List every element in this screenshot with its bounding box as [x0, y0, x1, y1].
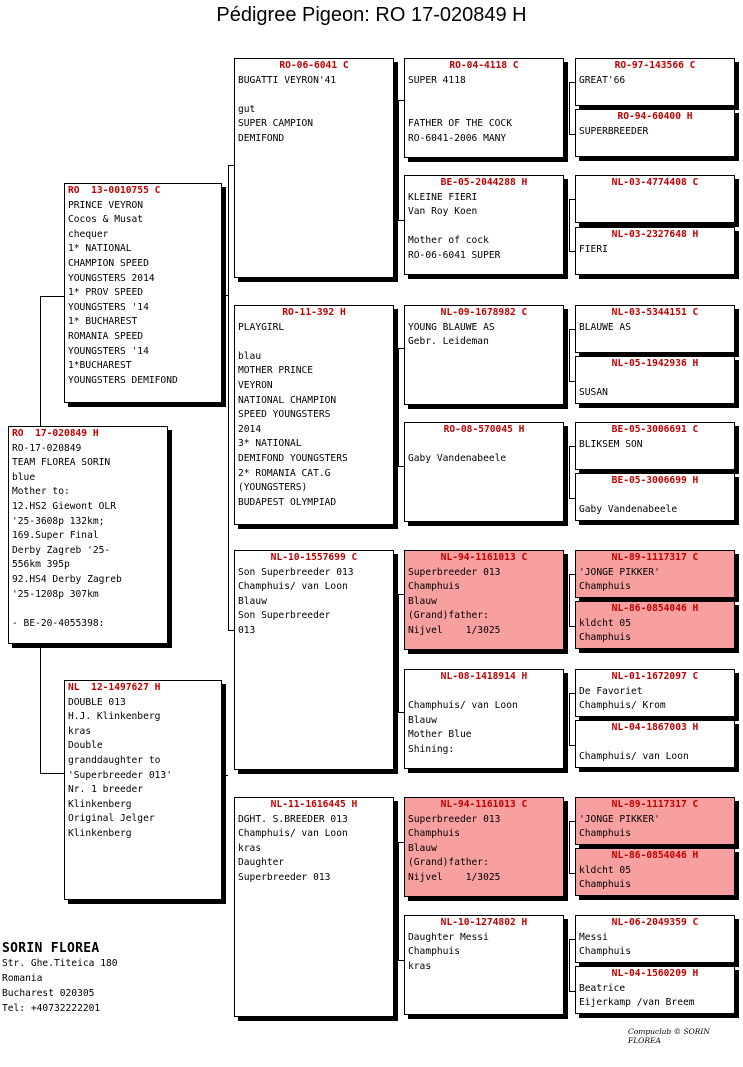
pigeon-info-line: Champhuis/ Krom — [579, 700, 666, 712]
connector-line — [569, 446, 575, 447]
pigeon-info-line: 92.HS4 Derby Zagreb — [12, 573, 122, 585]
pigeon-info-line: '25-3608p 132km; — [12, 515, 105, 527]
connector-line — [398, 842, 399, 960]
pigeon-info-line: Cocos & Musat — [68, 214, 144, 226]
pigeon-info-line: SUPER 4118 — [408, 74, 466, 86]
pigeon-info-line: 'JONGE PIKKER' — [579, 566, 660, 578]
pigeon-info-line: Champhuis/ van Loon — [238, 581, 348, 593]
pigeon-info-line: Mother of cock — [408, 235, 489, 247]
connector-line — [569, 821, 575, 822]
ring-number: RO 17-020849 H — [12, 428, 99, 439]
pigeon-info-line: chequer — [68, 228, 109, 240]
ring-number: NL 12-1497627 H — [68, 682, 161, 693]
pigeon-info-line: 3* NATIONAL — [238, 438, 302, 450]
pigeon-info-line: PRINCE VEYRON — [68, 199, 144, 211]
pigeon-info-line: KLEINE FIERI — [408, 191, 478, 203]
connector-line — [569, 873, 575, 874]
pigeon-info-line: FIERI — [579, 243, 608, 255]
pigeon-info-line: DGHT. S.BREEDER 013 — [238, 813, 348, 825]
ring-number: BE-05-3006691 C — [611, 424, 699, 435]
pigeon-card-gen3-2 — [234, 550, 394, 770]
pigeon-info-line: Champhuis — [579, 581, 631, 593]
ring-number: NL-03-5344151 C — [611, 307, 699, 318]
ring-number: NL-86-0854046 H — [611, 850, 699, 861]
pigeon-info-line: Champhuis/ van Loon — [238, 828, 348, 840]
pigeon-info-line — [405, 220, 563, 235]
pigeon-info-line: BLAUWE AS — [579, 321, 631, 333]
pigeon-info-line: YOUNGSTERS '14 — [68, 301, 149, 313]
ring-number: NL-89-1117317 C — [611, 552, 699, 563]
pigeon-card-gen5-6 — [575, 422, 735, 470]
connector-line — [398, 348, 404, 349]
pigeon-info-line: kras — [408, 960, 432, 972]
pigeon-info-line: Son Superbreeder 013 — [238, 566, 354, 578]
pigeon-info-line: Daughter Messi — [408, 931, 489, 943]
pigeon-card-gen5-3 — [575, 227, 735, 275]
pigeon-info-line: Nijvel 1/3025 — [408, 624, 501, 636]
connector-line — [40, 644, 41, 774]
pigeon-info-line: Blauw — [408, 595, 437, 607]
pigeon-info-line: 2014 — [238, 423, 262, 435]
pigeon-info-line: blue — [12, 471, 36, 483]
pigeon-info-line: RO-6041-2006 MANY — [408, 132, 507, 144]
pigeon-info-line: Superbreeder 013 — [408, 566, 501, 578]
pigeon-info-line: granddaughter to — [68, 754, 161, 766]
connector-line — [569, 134, 575, 135]
ring-number: NL-11-1616445 H — [270, 799, 358, 810]
pigeon-info-line: Champhuis — [579, 632, 631, 644]
ring-number: RO-11-392 H — [282, 307, 346, 318]
ring-number: NL-05-1942936 H — [611, 358, 699, 369]
ring-number: NL-03-4774408 C — [611, 177, 699, 188]
pigeon-info-line — [576, 489, 734, 504]
connector-line — [569, 745, 575, 746]
pigeon-info-line: MOTHER PRINCE — [238, 365, 314, 377]
page-title: Pédigree Pigeon: RO 17-020849 H — [216, 4, 527, 26]
pigeon-info-line: H.J. Klinkenberg — [68, 711, 161, 723]
ring-number: NL-04-1560209 H — [611, 968, 699, 979]
connector-line — [398, 960, 404, 961]
pigeon-info-line: gut — [238, 103, 256, 115]
pigeon-info-line: SUSAN — [579, 387, 608, 399]
pigeon-card-gen5-5 — [575, 356, 735, 404]
pigeon-info-line: Double — [68, 740, 103, 752]
pigeon-card-gen4-5 — [404, 669, 564, 769]
connector-line — [569, 329, 570, 381]
ring-number: NL-10-1557699 C — [270, 552, 358, 563]
pigeon-card-gen3-3 — [234, 797, 394, 1017]
pigeon-info-line: 'JONGE PIKKER' — [579, 813, 660, 825]
pigeon-info-line — [235, 88, 393, 103]
pigeon-info-line: VEYRON — [238, 379, 273, 391]
connector-line — [569, 199, 570, 251]
pigeon-info-line: BLIKSEM SON — [579, 438, 643, 450]
pigeon-info-line: Gaby Vandenabeele — [579, 504, 678, 516]
pigeon-info-line: 'Superbreeder 013' — [68, 769, 172, 781]
pigeon-info-line: Champhuis — [579, 946, 631, 958]
pigeon-info-line — [405, 103, 563, 118]
ring-number: RO-04-4118 C — [449, 60, 519, 71]
pigeon-info-line: TEAM FLOREA SORIN — [12, 457, 111, 469]
connector-line — [228, 630, 234, 631]
breeder-address-line-4: Tel: +40732222201 — [2, 1003, 101, 1014]
pigeon-card-gen5-13 — [575, 848, 735, 896]
pigeon-info-line: SUPER CAMPION — [238, 118, 314, 130]
pigeon-card-sire — [64, 183, 222, 403]
breeder-info — [2, 941, 118, 1016]
connector-line — [222, 775, 228, 776]
pigeon-info-line: Beatrice — [579, 982, 626, 994]
pigeon-info-line: Blauw — [238, 595, 267, 607]
pigeon-info-line: Mother Blue — [408, 729, 472, 741]
pigeon-info-line: 12.HS2 Giewont OLR — [12, 500, 116, 512]
ring-number: RO-06-6041 C — [279, 60, 349, 71]
pigeon-info-line: Original Jelger — [68, 813, 155, 825]
pigeon-info-line: (Grand)father: — [408, 610, 489, 622]
pigeon-card-gen5-0 — [575, 58, 735, 106]
connector-line — [569, 939, 575, 940]
connector-line — [398, 594, 399, 712]
pigeon-info-line: YOUNG BLAUWE AS — [408, 321, 495, 333]
pigeon-info-line: RO-17-020849 — [12, 442, 82, 454]
breeder-name: SORIN FLOREA — [2, 941, 100, 956]
pigeon-card-gen4-4 — [404, 550, 564, 650]
pigeon-info-line: Derby Zagreb '25- — [12, 544, 111, 556]
ring-number: RO-97-143566 C — [614, 60, 696, 71]
ring-number: NL-94-1161013 C — [440, 552, 528, 563]
pigeon-info-line: Gaby Vandenabeele — [408, 453, 507, 465]
connector-line — [40, 773, 64, 774]
pigeon-card-dam — [64, 680, 222, 900]
pigeon-card-gen4-2 — [404, 305, 564, 405]
pigeon-info-line: FATHER OF THE COCK — [408, 118, 512, 130]
pigeon-info-line: YOUNGSTERS 2014 — [68, 272, 155, 284]
pigeon-info-line: 2* ROMANIA CAT.G — [238, 467, 331, 479]
connector-line — [228, 165, 229, 630]
pigeon-info-line: ROMANIA SPEED — [68, 330, 144, 342]
connector-line — [569, 574, 575, 575]
pigeon-info-line: '25-1208p 307km — [12, 588, 99, 600]
pigeon-info-line: 1* NATIONAL — [68, 243, 132, 255]
connector-line — [398, 594, 404, 595]
pigeon-card-gen3-1 — [234, 305, 394, 525]
ring-number: NL-01-1672097 C — [611, 671, 699, 682]
pigeon-info-line — [9, 602, 167, 617]
pigeon-info-line: Nr. 1 breeder — [68, 784, 144, 796]
breeder-address-line-1: Str. Ghe.Titeica 180 — [2, 958, 118, 969]
pigeon-info-line: 169.Super Final — [12, 530, 99, 542]
breeder-address-line-3: Bucharest 020305 — [2, 988, 95, 999]
pigeon-info-line: 1* BUCHAREST — [68, 316, 138, 328]
pigeon-info-line: 1*BUCHAREST — [68, 360, 132, 372]
connector-line — [569, 693, 575, 694]
pigeon-info-line: DEMIFOND — [238, 132, 285, 144]
pigeon-info-line: YOUNGSTERS DEMIFOND — [68, 374, 178, 386]
ring-number: NL-86-0854046 H — [611, 603, 699, 614]
pigeon-info-line: Champhuis — [408, 828, 460, 840]
pigeon-card-gen4-1 — [404, 175, 564, 275]
pigeon-info-line: YOUNGSTERS '14 — [68, 345, 149, 357]
pigeon-info-line: Blauw — [408, 842, 437, 854]
pigeon-info-line: blau — [238, 350, 262, 362]
pigeon-card-gen4-7 — [404, 915, 564, 1015]
pigeon-info-line: Champhuis — [579, 828, 631, 840]
ring-number: NL-94-1161013 C — [440, 799, 528, 810]
pigeon-card-gen5-12 — [575, 797, 735, 845]
pigeon-info-line: kras — [68, 725, 92, 737]
pigeon-info-line: Shining: — [408, 743, 455, 755]
pigeon-card-gen5-2 — [575, 175, 735, 223]
pigeon-info-line: PLAYGIRL — [238, 321, 285, 333]
pigeon-info-line: Champhuis — [579, 879, 631, 891]
pigeon-info-line — [576, 736, 734, 751]
pigeon-info-line: 013 — [238, 624, 256, 636]
pigeon-info-line: Eijerkamp /van Breem — [579, 997, 695, 1009]
pigeon-info-line: CHAMPION SPEED — [68, 257, 149, 269]
pigeon-card-gen5-11 — [575, 720, 735, 768]
pigeon-info-line: Blauw — [408, 714, 437, 726]
pigeon-card-gen4-0 — [404, 58, 564, 158]
pigeon-info-line: De Favoriet — [579, 685, 643, 697]
pigeon-info-line: 556km 395p — [12, 559, 70, 571]
pigeon-info-line: Champhuis — [408, 581, 460, 593]
pigeon-info-line — [235, 335, 393, 350]
connector-line — [398, 100, 404, 101]
pigeon-info-line: (Grand)father: — [408, 857, 489, 869]
pigeon-info-line: kldcht 05 — [579, 617, 631, 629]
connector-line — [569, 82, 570, 134]
pigeon-info-line: (YOUNGSTERS) — [238, 482, 308, 494]
pigeon-info-line: Superbreeder 013 — [408, 813, 501, 825]
ring-number: NL-09-1678982 C — [440, 307, 528, 318]
connector-line — [398, 348, 399, 466]
connector-line — [569, 251, 575, 252]
connector-line — [569, 574, 570, 626]
pigeon-info-line: BUGATTI VEYRON'41 — [238, 74, 337, 86]
pigeon-card-gen4-6 — [404, 797, 564, 897]
pigeon-info-line: Daughter — [238, 857, 285, 869]
connector-line — [569, 199, 575, 200]
ring-number: NL-06-2049359 C — [611, 917, 699, 928]
ring-number: NL-08-1418914 H — [440, 671, 528, 682]
connector-line — [398, 712, 404, 713]
pigeon-info-line: Van Roy Koen — [408, 206, 478, 218]
pigeon-info-line — [405, 685, 563, 700]
pigeon-card-gen5-10 — [575, 669, 735, 717]
connector-line — [569, 626, 575, 627]
connector-line — [398, 100, 399, 220]
pigeon-info-line — [576, 372, 734, 387]
connector-line — [569, 381, 575, 382]
connector-line — [398, 842, 404, 843]
pigeon-info-line: SPEED YOUNGSTERS — [238, 409, 331, 421]
connector-line — [40, 296, 41, 426]
breeder-address-line-2: Romania — [2, 973, 43, 984]
pigeon-card-gen5-8 — [575, 550, 735, 598]
pigeon-card-gen3-0 — [234, 58, 394, 278]
pigeon-info-line: Superbreeder 013 — [238, 871, 331, 883]
connector-line — [569, 693, 570, 745]
ring-number: RO-94-60400 H — [617, 111, 693, 122]
connector-line — [398, 466, 404, 467]
pigeon-card-subject — [8, 426, 168, 644]
pigeon-info-line — [405, 88, 563, 103]
pigeon-info-line: Klinkenberg — [68, 798, 132, 810]
pigeon-info-line: BUDAPEST OLYMPIAD — [238, 496, 337, 508]
connector-line — [569, 991, 575, 992]
ring-number: NL-89-1117317 C — [611, 799, 699, 810]
connector-line — [222, 295, 228, 296]
ring-number: NL-04-1867003 H — [611, 722, 699, 733]
ring-number: BE-05-2044288 H — [440, 177, 528, 188]
connector-line — [40, 296, 64, 297]
ring-number: RO-08-570045 H — [443, 424, 525, 435]
connector-line — [569, 446, 570, 498]
pigeon-info-line — [405, 438, 563, 453]
pigeon-card-gen5-14 — [575, 915, 735, 963]
ring-number: RO 13-0010755 C — [68, 185, 161, 196]
pigeon-info-line: kldcht 05 — [579, 864, 631, 876]
pigeon-info-line: Champhuis/ van Loon — [579, 751, 689, 763]
pigeon-info-line: Gebr. Leideman — [408, 336, 489, 348]
connector-line — [569, 498, 575, 499]
pigeon-card-gen5-1 — [575, 109, 735, 157]
pigeon-card-gen5-4 — [575, 305, 735, 353]
software-credit: Compuclub © SORIN FLOREA — [628, 1027, 710, 1045]
pigeon-info-line: Messi — [579, 931, 608, 943]
pigeon-info-line: NATIONAL CHAMPION — [238, 394, 337, 406]
ring-number: NL-03-2327648 H — [611, 229, 699, 240]
pigeon-info-line: Klinkenberg — [68, 827, 132, 839]
connector-line — [398, 220, 404, 221]
pigeon-info-line: Nijvel 1/3025 — [408, 871, 501, 883]
pigeon-card-gen4-3 — [404, 422, 564, 522]
pigeon-info-line: 1* PROV SPEED — [68, 287, 144, 299]
pigeon-card-gen5-9 — [575, 601, 735, 649]
pigeon-info-line: Champhuis/ van Loon — [408, 700, 518, 712]
connector-line — [569, 939, 570, 991]
pigeon-info-line: Champhuis — [408, 946, 460, 958]
pigeon-info-line: DEMIFOND YOUNGSTERS — [238, 452, 348, 464]
pigeon-card-gen5-15 — [575, 966, 735, 1014]
ring-number: NL-10-1274802 H — [440, 917, 528, 928]
pigeon-info-line: DOUBLE 013 — [68, 696, 126, 708]
pigeon-card-gen5-7 — [575, 473, 735, 521]
pigeon-info-line: GREAT'66 — [579, 74, 626, 86]
pigeon-info-line: SUPERBREEDER — [579, 125, 649, 137]
connector-line — [569, 329, 575, 330]
pigeon-info-line: Mother to: — [12, 486, 70, 498]
connector-line — [569, 82, 575, 83]
pigeon-info-line: RO-06-6041 SUPER — [408, 249, 501, 261]
pigeon-info-line: - BE-20-4055398: — [12, 617, 105, 629]
connector-line — [228, 165, 234, 166]
ring-number: BE-05-3006699 H — [611, 475, 699, 486]
pigeon-info-line: Son Superbreeder — [238, 610, 331, 622]
connector-line — [569, 821, 570, 873]
pigeon-info-line: kras — [238, 842, 262, 854]
